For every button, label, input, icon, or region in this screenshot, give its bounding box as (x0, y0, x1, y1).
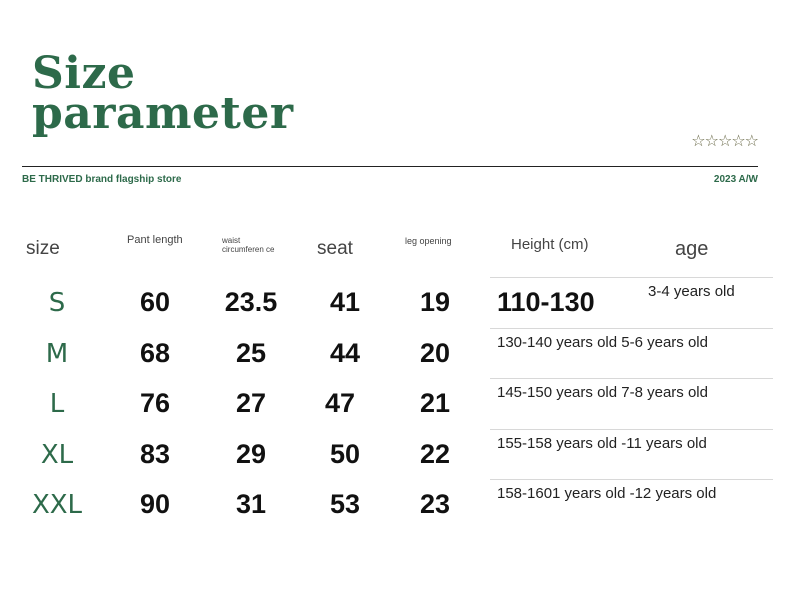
size-label: XL (40, 440, 74, 470)
table-row (0, 479, 790, 529)
col-header-waist: waist circumferen ce (222, 236, 275, 254)
table-row (0, 328, 790, 378)
height-age-value: 130-140 years old 5-6 years old (497, 334, 708, 351)
height-age-value: 145-150 years old 7-8 years old (497, 384, 708, 401)
age-value: 3-4 years old (648, 283, 735, 300)
season-label: 2023 A/W (713, 174, 758, 185)
header-divider (22, 166, 758, 167)
row-divider (490, 429, 773, 430)
height-age-value: 158-1601 years old -12 years old (497, 485, 717, 502)
seat-value: 50 (329, 439, 361, 469)
leg-opening-value: 21 (419, 388, 451, 418)
row-divider (490, 277, 773, 278)
pant-length-value: 76 (139, 388, 171, 418)
table-row (0, 378, 790, 428)
col-header-height: Height (cm) (511, 236, 589, 253)
leg-opening-value: 19 (419, 287, 451, 317)
table-row (0, 429, 790, 479)
height-age-value: 155-158 years old -11 years old (497, 435, 707, 452)
star-rating-icon: ☆☆☆☆☆ (691, 131, 758, 150)
size-label: S (48, 288, 66, 318)
pant-length-value: 60 (139, 287, 171, 317)
waist-value: 23.5 (224, 287, 278, 317)
pant-length-value: 68 (139, 338, 171, 368)
store-name: BE THRIVED brand flagship store (22, 174, 182, 185)
waist-value: 29 (235, 439, 267, 469)
col-header-age: age (675, 238, 709, 260)
row-divider (490, 479, 773, 480)
leg-opening-value: 22 (419, 439, 451, 469)
leg-opening-value: 23 (419, 489, 451, 519)
seat-value: 44 (329, 338, 361, 368)
title-line-1: Size (32, 48, 136, 99)
row-divider (490, 328, 773, 329)
size-label: XXL (31, 490, 83, 520)
col-header-pant-length: Pant length (127, 234, 183, 246)
title-line-2: parameter (32, 88, 294, 139)
table-row (0, 277, 790, 327)
col-header-seat: seat (317, 238, 353, 259)
seat-value: 53 (329, 489, 361, 519)
pant-length-value: 83 (139, 439, 171, 469)
size-label: L (49, 389, 65, 419)
waist-value: 25 (235, 338, 267, 368)
seat-value: 47 (324, 388, 356, 418)
leg-opening-value: 20 (419, 338, 451, 368)
size-label: M (45, 339, 69, 369)
col-header-leg-opening: leg opening (405, 236, 452, 246)
pant-length-value: 90 (139, 489, 171, 519)
seat-value: 41 (329, 287, 361, 317)
row-divider (490, 378, 773, 379)
col-header-size: size (26, 238, 60, 259)
waist-value: 31 (235, 489, 267, 519)
height-value: 110-130 (497, 287, 595, 317)
waist-value: 27 (235, 388, 267, 418)
